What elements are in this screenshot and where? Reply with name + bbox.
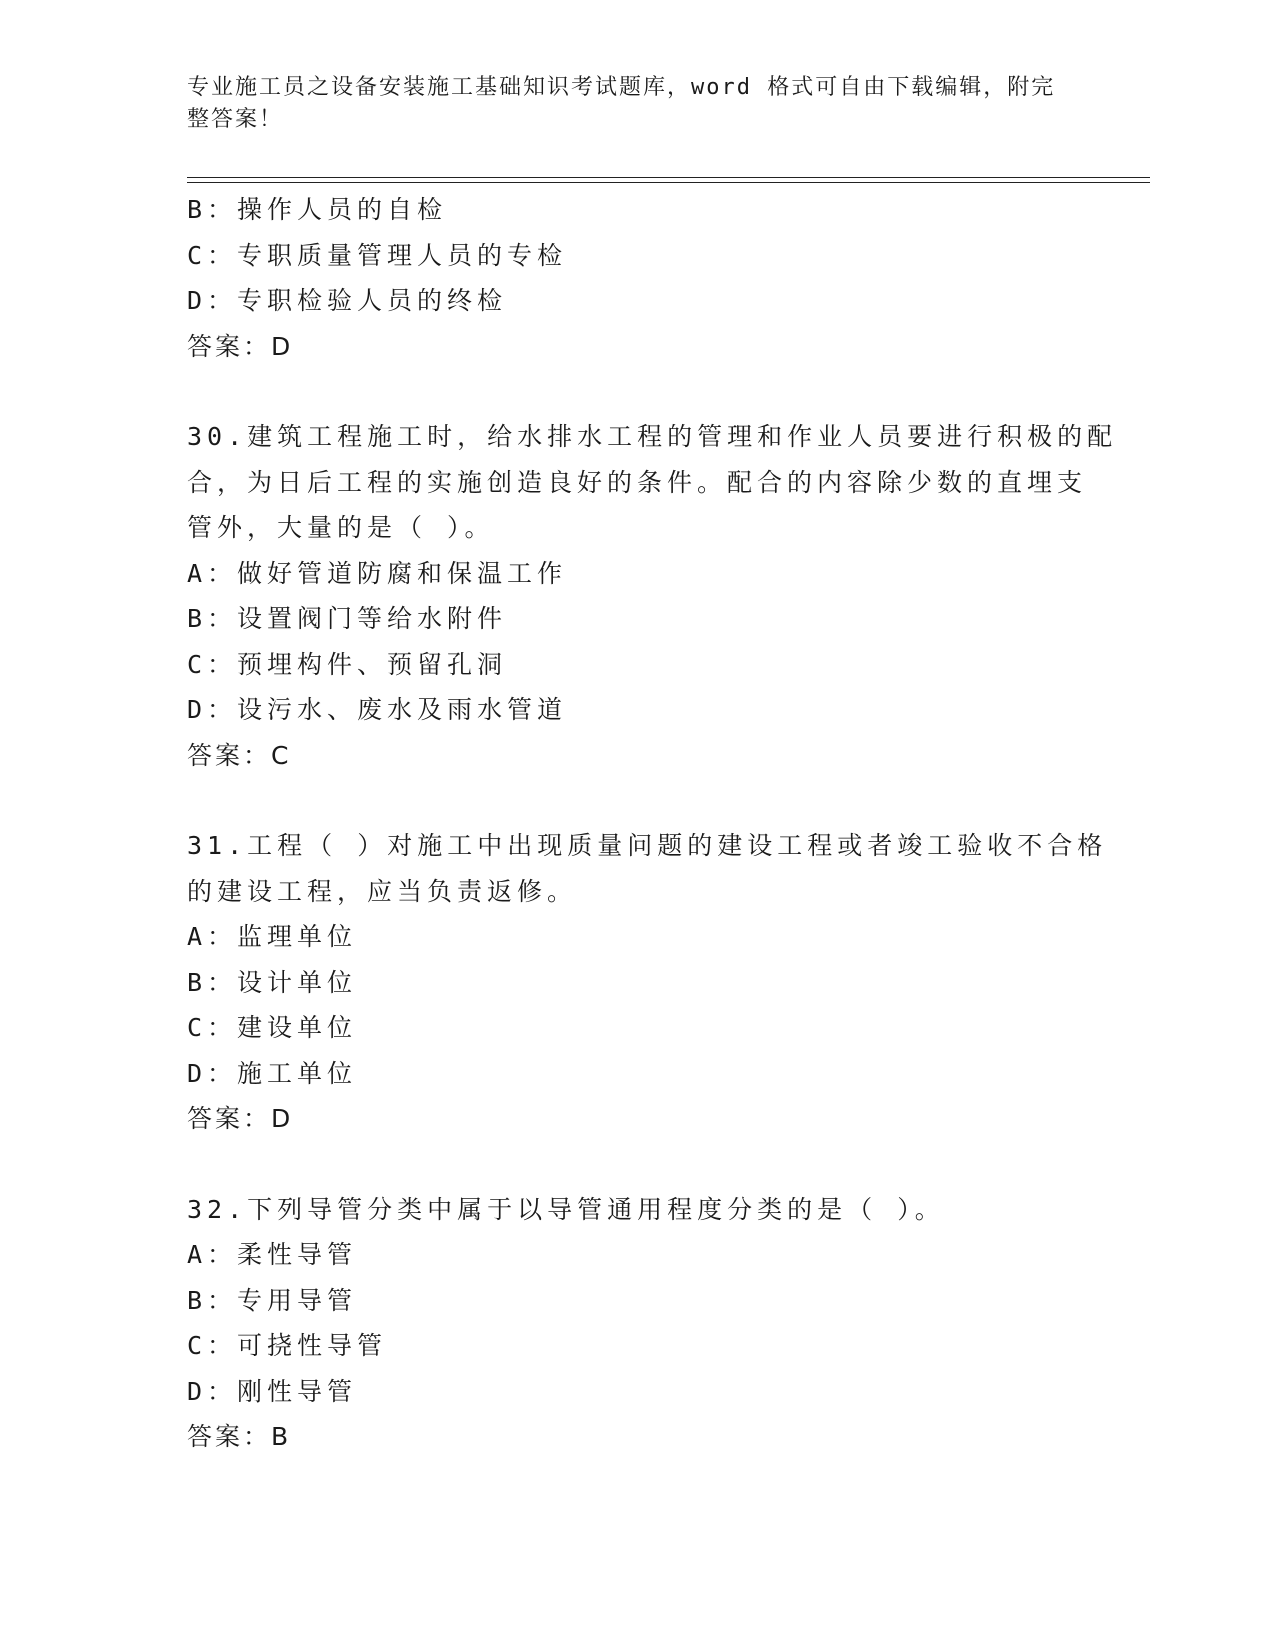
- question-stem: 30.建筑工程施工时，给水排水工程的管理和作业人员要进行积极的配: [187, 422, 1118, 451]
- option-c: C：预埋构件、预留孔洞: [187, 649, 508, 679]
- option-b: B：设置阀门等给水附件: [187, 604, 508, 633]
- option-c: C：可挠性导管: [187, 1331, 388, 1360]
- option-d: D：专职检验人员的终检: [187, 286, 508, 315]
- option-b: B：操作人员的自检: [187, 195, 448, 224]
- header-rule-thick: [187, 177, 1150, 178]
- option-b: B：专用导管: [187, 1285, 358, 1315]
- document-header: 专业施工员之设备安装施工基础知识考试题库，word 格式可自由下载编辑，附完整答案！: [187, 75, 1056, 132]
- spacer: [187, 778, 1087, 823]
- option-d: D：施工单位: [187, 1058, 358, 1088]
- option-a: A：做好管道防腐和保温工作: [187, 558, 568, 588]
- question-stem: 的建设工程，应当负责返修。: [187, 876, 578, 906]
- answer-line: 答案：D: [187, 1104, 294, 1133]
- question-stem: 31.工程（ ）对施工中出现质量问题的建设工程或者竣工验收不合格: [187, 831, 1108, 860]
- question-list: [187, 187, 1118, 1460]
- option-c: C：专职质量管理人员的专检: [187, 240, 568, 270]
- header-rule-thin: [187, 182, 1150, 183]
- option-d: D：设污水、废水及雨水管道: [187, 695, 568, 724]
- option-d: D：刚性导管: [187, 1376, 358, 1406]
- option-a: A：监理单位: [187, 922, 358, 951]
- question-block-31: [187, 823, 1108, 1142]
- question-block-32: [187, 1187, 1087, 1460]
- spacer: [187, 369, 1087, 414]
- answer-line: 答案：C: [187, 740, 292, 770]
- answer-line: 答案：D: [187, 331, 294, 361]
- option-b: B：设计单位: [187, 967, 358, 997]
- answer-line: 答案：B: [187, 1422, 292, 1451]
- spacer: [187, 1142, 1087, 1187]
- question-stem: 合，为日后工程的实施创造良好的条件。配合的内容除少数的直埋支: [187, 467, 1088, 497]
- option-a: A：柔性导管: [187, 1240, 358, 1269]
- question-block-30: [187, 414, 1118, 778]
- option-c: C：建设单位: [187, 1013, 358, 1042]
- question-block-prev: [187, 187, 1087, 369]
- question-stem: 管外，大量的是（ ）。: [187, 513, 495, 542]
- question-stem: 32.下列导管分类中属于以导管通用程度分类的是（ ）。: [187, 1194, 945, 1224]
